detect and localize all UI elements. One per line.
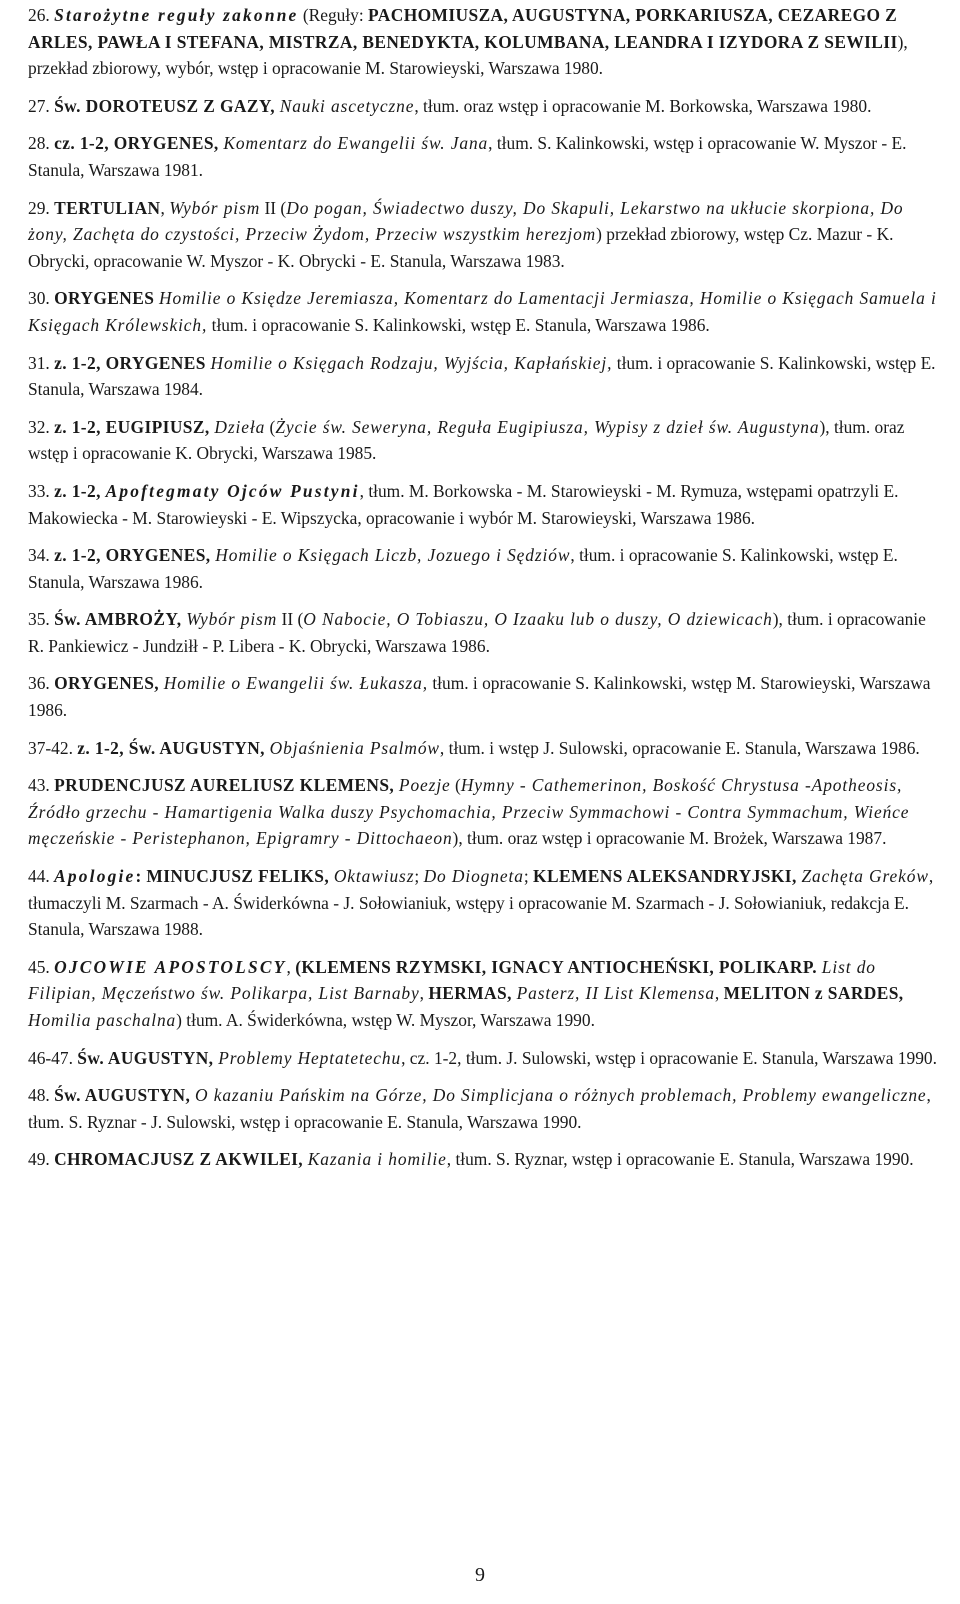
- entry-text: ,: [714, 983, 724, 1004]
- entry-author: z. 1-2,: [54, 480, 106, 501]
- entry-text: ;: [414, 866, 424, 887]
- entry-text: ,: [286, 956, 296, 977]
- entry-title: Homilie o Księgach Rodzaju, Wyjścia, Kapłańskiej,: [210, 352, 613, 373]
- entry-author: Św. DOROTEUSZ Z GAZY,: [54, 95, 280, 116]
- bibliography-entry: [28, 1146, 938, 1173]
- bibliography-entry: [28, 130, 938, 183]
- entry-author: Św. AUGUSTYN,: [77, 1047, 219, 1068]
- bibliography-entry: [28, 863, 938, 943]
- entry-text: tłum. i opracowanie S. Kalinkowski, wstęp M. Starowieyski, Warszawa 1986.: [28, 673, 931, 721]
- entry-text: 31.: [28, 352, 55, 373]
- bibliography-entry: [28, 735, 938, 762]
- entry-title: Wybór pism: [169, 197, 261, 218]
- entry-text: tłum. i opracowanie S. Kalinkowski, wstęp E. Stanula, Warszawa 1984.: [28, 352, 936, 400]
- entry-author: z. 1-2, Św. AUGUSTYN,: [77, 737, 270, 758]
- bibliography-entry: [28, 542, 938, 595]
- entry-text: ), przekład zbiorowy, wybór, wstęp i opracowanie M. Starowieyski, Warszawa 1980.: [28, 31, 908, 79]
- entry-collection-title: Apologie: [54, 866, 136, 887]
- entry-title: Do pogan, Świadectwo duszy, Do Skapuli, Lekarstwo na ukłucie skorpiona, Do żony, Zachęta do czystości, Przeciw Żydom, Przeciw wszystkim herezjom: [28, 197, 904, 245]
- entry-text: , tłum. S. Ryznar, wstęp i opracowanie E. Stanula, Warszawa 1990.: [446, 1149, 914, 1170]
- entry-title: Kazania i homilie: [307, 1149, 447, 1170]
- entry-title: Poezje: [398, 775, 451, 796]
- entry-text: ) tłum. A. Świderkówna, wstęp W. Myszor, Warszawa 1990.: [176, 1010, 595, 1030]
- entry-title: List do Filipian, Męczeństwo św. Polikarpa, List Barnaby: [28, 956, 876, 1004]
- entry-text: ), tłum. oraz wstęp i opracowanie K. Obrycki, Warszawa 1985.: [28, 416, 905, 464]
- entry-title: Homilie o Ewangelii św. Łukasza,: [163, 673, 428, 694]
- entry-text: , tłumaczyli M. Szarmach - A. Świderkówna - J. Sołowianiuk, wstępy i opracowanie M. Szarmach - J. Sołowianiuk, redakcja E. Stanula, Warszawa 1988.: [28, 866, 934, 940]
- entry-text: ;: [523, 866, 534, 887]
- entry-author: Św. AMBROŻY,: [54, 609, 187, 630]
- entry-title: Pasterz, II List Klemensa: [516, 983, 715, 1004]
- entry-text: 29.: [28, 197, 55, 218]
- entry-title: Wybór pism: [186, 609, 278, 630]
- bibliography-entry: [28, 195, 938, 275]
- bibliography-entry: [28, 93, 938, 120]
- entry-title: Nauki ascetyczne: [279, 95, 415, 116]
- entry-text: , tłum. i wstęp J. Sulowski, opracowanie E. Stanula, Warszawa 1986.: [439, 737, 920, 758]
- entry-text: 26.: [28, 5, 55, 25]
- entry-text: 48.: [28, 1085, 55, 1106]
- entry-text: 46-47.: [28, 1047, 78, 1068]
- bibliography-entry: [28, 606, 938, 659]
- entry-title: Problemy Heptatetechu: [218, 1047, 402, 1068]
- entry-text: ) przekład zbiorowy, wstęp Cz. Mazur - K. Obrycki, opracowanie W. Myszor - K. Obrycki - E. Stanula, Warszawa 1983.: [28, 224, 894, 271]
- entry-text: 32.: [28, 416, 55, 437]
- entry-text: , tłum. S. Kalinkowski, wstęp i opracowanie W. Myszor - E. Stanula, Warszawa 1981.: [28, 133, 907, 180]
- entry-title: Dzieła: [214, 416, 266, 437]
- entry-text: 49.: [28, 1149, 55, 1170]
- entry-author: TERTULIAN: [54, 197, 161, 218]
- entry-text: tłum. i opracowanie S. Kalinkowski, wstęp E. Stanula, Warszawa 1986.: [207, 314, 710, 335]
- entry-text: (Reguły:: [298, 5, 369, 25]
- entry-title: Do Diogneta: [423, 866, 524, 887]
- entry-text: II (: [260, 197, 287, 218]
- bibliography-entry: [28, 954, 938, 1034]
- entry-title: Zachęta Greków: [801, 866, 929, 887]
- entry-title: Hymny - Cathemerinon, Boskość Chrystusa -Apotheosis, Źródło grzechu - Hamartigenia Walka duszy Psychomachia, Przeciw Symmachowi - Contra Symmachum, Wieńce męczeńskie - Peristephanon, Epigramry - Dittochaeon: [28, 775, 910, 849]
- bibliography-entry: [28, 670, 938, 723]
- entry-text: , cz. 1-2, tłum. J. Sulowski, wstęp i opracowanie E. Stanula, Warszawa 1990.: [401, 1047, 937, 1068]
- entry-text: , tłum. M. Borkowska - M. Starowieyski - M. Rymuza, wstępami opatrzyli E. Makowiecka - M. Starowieyski - E. Wipszycka, opracowanie i wybór M. Starowieyski, Warszawa 1986.: [28, 480, 899, 528]
- entry-collection-title: Starożytne reguły zakonne: [54, 5, 299, 25]
- entry-title: Homilia paschalna: [28, 1010, 177, 1030]
- entry-author: ORYGENES: [54, 288, 160, 309]
- entry-author: (KLEMENS RZYMSKI, IGNACY ANTIOCHEŃSKI, POLIKARP.: [295, 956, 822, 977]
- entry-text: 43.: [28, 775, 55, 796]
- entry-text: ), tłum. i opracowanie R. Pankiewicz - Jundziłł - P. Libera - K. Obrycki, Warszawa 1986.: [28, 609, 926, 656]
- entry-title: Komentarz do Ewangelii św. Jana: [223, 133, 489, 154]
- page-number: 9: [475, 1564, 485, 1586]
- entry-author: HERMAS,: [428, 983, 517, 1004]
- entry-title: O kazaniu Pańskim na Górze, Do Simplicjana o różnych problemach, Problemy ewangeliczne: [195, 1085, 927, 1106]
- entry-author: z. 1-2, ORYGENES: [54, 352, 211, 373]
- entry-text: 27.: [28, 95, 55, 116]
- entry-text: ), tłum. oraz wstęp i opracowanie M. Brożek, Warszawa 1987.: [452, 828, 887, 849]
- entry-text: 37-42.: [28, 737, 78, 758]
- bibliography-entry: [28, 1045, 938, 1072]
- bibliography-entry: [28, 350, 938, 403]
- bibliography-entry: [28, 285, 938, 338]
- entry-title: Objaśnienia Psalmów: [269, 737, 440, 758]
- entry-text: 36.: [28, 673, 55, 694]
- entry-text: 33.: [28, 480, 55, 501]
- entry-author: cz. 1-2, ORYGENES,: [54, 133, 224, 154]
- entry-text: , tłum. i opracowanie S. Kalinkowski, wstęp E. Stanula, Warszawa 1986.: [28, 545, 898, 592]
- bibliography-entry: [28, 2, 938, 82]
- entry-text: 30.: [28, 288, 55, 309]
- entry-text: ,: [419, 983, 429, 1004]
- entry-author: z. 1-2, ORYGENES,: [54, 545, 216, 566]
- entry-author: z. 1-2, EUGIPIUSZ,: [54, 416, 215, 437]
- entry-text: , tłum. oraz wstęp i opracowanie M. Borkowska, Warszawa 1980.: [414, 95, 872, 116]
- entry-title: Oktawiusz: [333, 866, 415, 887]
- entry-author: Św. AUGUSTYN,: [54, 1085, 195, 1106]
- entry-title: Homilie o Księgach Liczb, Jozuego i Sędziów: [215, 545, 571, 566]
- entry-author: : MINUCJUSZ FELIKS,: [135, 866, 334, 887]
- entry-author: ORYGENES,: [54, 673, 164, 694]
- entry-author: KLEMENS ALEKSANDRYJSKI,: [533, 866, 802, 887]
- entry-text: , tłum. S. Ryznar - J. Sulowski, wstęp i opracowanie E. Stanula, Warszawa 1990.: [28, 1085, 931, 1132]
- bibliography-list: [28, 2, 938, 1184]
- entry-text: 45.: [28, 956, 55, 977]
- entry-title: Życie św. Seweryna, Reguła Eugipiusza, Wypisy z dzieł św. Augustyna: [275, 416, 820, 437]
- entry-collection-title: Apoftegmaty Ojców Pustyni: [105, 480, 360, 501]
- entry-author: CHROMACJUSZ Z AKWILEI,: [54, 1149, 308, 1170]
- entry-author: MELITON z SARDES,: [723, 983, 904, 1004]
- entry-text: 35.: [28, 609, 55, 630]
- entry-author: PRUDENCJUSZ AURELIUSZ KLEMENS,: [54, 775, 399, 796]
- entry-text: II (: [277, 609, 304, 630]
- entry-text: (: [265, 416, 276, 437]
- entry-text: ,: [160, 197, 170, 218]
- entry-title: Homilie o Księdze Jeremiasza, Komentarz do Lamentacji Jermiasza, Homilie o Księgach Samuela i Księgach Królewskich,: [28, 288, 937, 335]
- entry-text: 34.: [28, 545, 55, 566]
- bibliography-entry: [28, 414, 938, 467]
- entry-text: 28.: [28, 133, 55, 154]
- entry-text: 44.: [28, 866, 55, 887]
- entry-author: PACHOMIUSZA, AUGUSTYNA, PORKARIUSZA, CEZAREGO Z ARLES, PAWŁA I STEFANA, MISTRZA, BENEDYKTA, KOLUMBANA, LEANDRA I IZYDORA Z SEWILII: [28, 5, 898, 52]
- entry-title: O Nabocie, O Tobiaszu, O Izaaku lub o duszy, O dziewicach: [303, 609, 773, 630]
- bibliography-entry: [28, 478, 938, 531]
- bibliography-entry: [28, 772, 938, 852]
- bibliography-entry: [28, 1082, 938, 1135]
- entry-collection-title: OJCOWIE APOSTOLSCY: [54, 956, 287, 977]
- entry-text: (: [450, 775, 461, 796]
